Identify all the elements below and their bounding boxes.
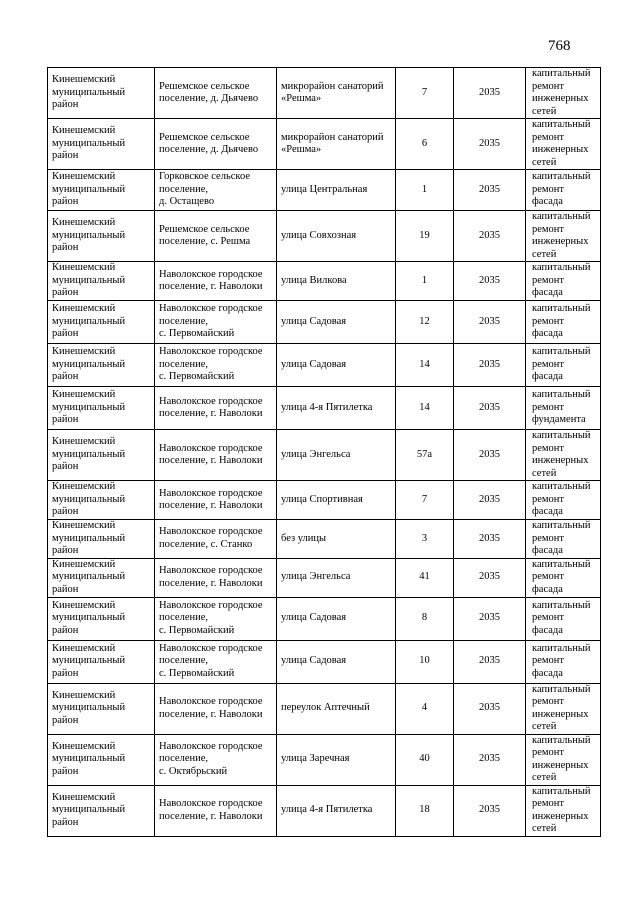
street-cell-text: улица Совхозная bbox=[281, 229, 357, 241]
street-cell-text: улица Вилкова bbox=[281, 274, 347, 286]
district-cell bbox=[48, 170, 155, 211]
street-cell-text: без улицы bbox=[281, 532, 327, 544]
house-number-cell-text: 57а bbox=[416, 448, 433, 460]
district-cell-text: Кинешемский муниципальный район bbox=[52, 689, 126, 726]
table-row bbox=[48, 119, 601, 170]
year-cell-text: 2035 bbox=[479, 532, 500, 544]
district-cell-text: Кинешемский муниципальный район bbox=[52, 436, 126, 473]
district-cell-text: Кинешемский муниципальный район bbox=[52, 791, 126, 828]
work-type-cell-text: капитальный ремонт инженерных сетей bbox=[532, 211, 591, 260]
street-cell-text: улица Садовая bbox=[281, 655, 347, 667]
district-cell-text: Кинешемский муниципальный район bbox=[52, 217, 126, 254]
street-cell-text: микрорайон санаторий «Решма» bbox=[281, 131, 384, 155]
house-number-cell bbox=[396, 520, 454, 559]
house-number-cell-text: 3 bbox=[421, 532, 428, 544]
district-cell-text: Кинешемский муниципальный район bbox=[52, 171, 126, 208]
work-type-cell bbox=[526, 344, 601, 387]
page-number: 768 bbox=[548, 38, 571, 54]
settlement-cell-text: Наволокское городское поселение, с. Станко bbox=[159, 526, 263, 550]
house-number-cell-text: 19 bbox=[419, 229, 430, 241]
table-row bbox=[48, 68, 601, 119]
house-number-cell bbox=[396, 387, 454, 430]
work-type-cell bbox=[526, 301, 601, 344]
year-cell bbox=[454, 387, 526, 430]
work-type-cell bbox=[526, 734, 601, 785]
settlement-cell-text: Решемское сельское поселение, с. Решма bbox=[159, 223, 251, 247]
work-type-cell bbox=[526, 387, 601, 430]
settlement-cell bbox=[155, 640, 277, 683]
house-number-cell-text: 40 bbox=[419, 753, 430, 765]
work-type-cell-text: капитальный ремонт фасада bbox=[532, 520, 591, 556]
work-type-cell-text: капитальный ремонт фасада bbox=[532, 599, 591, 636]
year-cell-text: 2035 bbox=[479, 183, 500, 195]
house-number-cell bbox=[396, 597, 454, 640]
work-type-cell-text: капитальный ремонт инженерных сетей bbox=[532, 785, 591, 834]
settlement-cell-text: Наволокское городское поселение, г. Наволоки bbox=[159, 268, 263, 292]
district-cell bbox=[48, 640, 155, 683]
table-row bbox=[48, 558, 601, 597]
house-number-cell bbox=[396, 262, 454, 301]
district-cell bbox=[48, 68, 155, 119]
work-type-cell-text: капитальный ремонт фундамента bbox=[532, 389, 591, 426]
house-number-cell-text: 7 bbox=[421, 86, 428, 98]
year-cell-text: 2035 bbox=[479, 137, 500, 149]
settlement-cell bbox=[155, 481, 277, 520]
table-row bbox=[48, 785, 601, 836]
settlement-cell-text: Решемское сельское поселение, д. Дьячево bbox=[159, 80, 259, 104]
settlement-cell bbox=[155, 785, 277, 836]
settlement-cell bbox=[155, 68, 277, 119]
house-number-cell-text: 18 bbox=[419, 804, 430, 816]
table-row bbox=[48, 170, 601, 211]
year-cell bbox=[454, 683, 526, 734]
house-number-cell-text: 41 bbox=[419, 571, 430, 583]
settlement-cell-text: Наволокское городское поселение, г. Наволоки bbox=[159, 565, 263, 589]
work-type-cell bbox=[526, 481, 601, 520]
work-type-cell-text: капитальный ремонт фасада bbox=[532, 481, 591, 518]
street-cell bbox=[277, 558, 396, 597]
work-type-cell bbox=[526, 558, 601, 597]
year-cell-text: 2035 bbox=[479, 571, 500, 583]
work-type-cell-text: капитальный ремонт фасада bbox=[532, 642, 591, 679]
house-number-cell bbox=[396, 481, 454, 520]
street-cell bbox=[277, 301, 396, 344]
work-type-cell-text: капитальный ремонт инженерных сетей bbox=[532, 119, 591, 168]
table-row bbox=[48, 211, 601, 262]
street-cell-text: улица 4-я Пятилетка bbox=[281, 401, 373, 413]
district-cell bbox=[48, 734, 155, 785]
settlement-cell-text: Горковское сельское поселение, д. Остащево bbox=[159, 171, 250, 208]
settlement-cell-text: Наволокское городское поселение, г. Наволоки bbox=[159, 798, 263, 822]
district-cell-text: Кинешемский муниципальный район bbox=[52, 74, 126, 111]
district-cell-text: Кинешемский муниципальный район bbox=[52, 740, 126, 777]
year-cell bbox=[454, 520, 526, 559]
district-cell bbox=[48, 597, 155, 640]
year-cell bbox=[454, 211, 526, 262]
year-cell bbox=[454, 734, 526, 785]
year-cell-text: 2035 bbox=[479, 358, 500, 370]
settlement-cell bbox=[155, 520, 277, 559]
street-cell bbox=[277, 387, 396, 430]
house-number-cell-text: 14 bbox=[419, 358, 430, 370]
work-type-cell bbox=[526, 119, 601, 170]
street-cell bbox=[277, 597, 396, 640]
settlement-cell bbox=[155, 301, 277, 344]
year-cell bbox=[454, 301, 526, 344]
work-type-cell-text: капитальный ремонт фасада bbox=[532, 171, 591, 208]
year-cell bbox=[454, 68, 526, 119]
table-row bbox=[48, 597, 601, 640]
table-row bbox=[48, 734, 601, 785]
settlement-cell-text: Наволокское городское поселение, с. Первомайский bbox=[159, 599, 263, 636]
settlement-cell-text: Наволокское городское поселение, г. Наволоки bbox=[159, 395, 263, 419]
settlement-cell bbox=[155, 387, 277, 430]
table-row bbox=[48, 430, 601, 481]
district-cell bbox=[48, 558, 155, 597]
district-cell bbox=[48, 387, 155, 430]
table-row bbox=[48, 301, 601, 344]
house-number-cell bbox=[396, 558, 454, 597]
year-cell bbox=[454, 170, 526, 211]
work-type-cell bbox=[526, 170, 601, 211]
street-cell bbox=[277, 119, 396, 170]
district-cell-text: Кинешемский муниципальный район bbox=[52, 262, 126, 299]
district-cell-text: Кинешемский муниципальный район bbox=[52, 481, 126, 518]
street-cell bbox=[277, 68, 396, 119]
year-cell-text: 2035 bbox=[479, 448, 500, 460]
district-cell bbox=[48, 520, 155, 559]
work-type-cell bbox=[526, 785, 601, 836]
district-cell bbox=[48, 119, 155, 170]
house-number-cell bbox=[396, 344, 454, 387]
year-cell-text: 2035 bbox=[479, 229, 500, 241]
street-cell bbox=[277, 211, 396, 262]
settlement-cell bbox=[155, 119, 277, 170]
year-cell-text: 2035 bbox=[479, 315, 500, 327]
street-cell bbox=[277, 170, 396, 211]
street-cell-text: улица Садовая bbox=[281, 315, 347, 327]
settlement-cell-text: Наволокское городское поселение, с. Первомайский bbox=[159, 303, 263, 340]
district-cell-text: Кинешемский муниципальный район bbox=[52, 389, 126, 426]
work-type-cell-text: капитальный ремонт фасада bbox=[532, 303, 591, 340]
house-number-cell-text: 6 bbox=[421, 137, 428, 149]
street-cell bbox=[277, 683, 396, 734]
street-cell-text: улица Садовая bbox=[281, 612, 347, 624]
district-cell bbox=[48, 481, 155, 520]
year-cell-text: 2035 bbox=[479, 804, 500, 816]
house-number-cell-text: 14 bbox=[419, 401, 430, 413]
table-row bbox=[48, 387, 601, 430]
year-cell bbox=[454, 262, 526, 301]
settlement-cell bbox=[155, 597, 277, 640]
street-cell-text: микрорайон санаторий «Решма» bbox=[281, 80, 384, 104]
table-row bbox=[48, 640, 601, 683]
settlement-cell bbox=[155, 344, 277, 387]
work-type-cell bbox=[526, 430, 601, 481]
street-cell bbox=[277, 344, 396, 387]
year-cell-text: 2035 bbox=[479, 753, 500, 765]
table-row bbox=[48, 262, 601, 301]
street-cell-text: улица Энгельса bbox=[281, 571, 351, 583]
year-cell bbox=[454, 558, 526, 597]
street-cell bbox=[277, 481, 396, 520]
street-cell-text: улица Энгельса bbox=[281, 448, 351, 460]
street-cell bbox=[277, 520, 396, 559]
street-cell-text: улица Заречная bbox=[281, 753, 350, 765]
settlement-cell-text: Наволокское городское поселение, с. Октябрьский bbox=[159, 740, 263, 777]
settlement-cell bbox=[155, 262, 277, 301]
district-cell bbox=[48, 211, 155, 262]
district-cell bbox=[48, 430, 155, 481]
district-cell bbox=[48, 785, 155, 836]
year-cell-text: 2035 bbox=[479, 493, 500, 505]
street-cell bbox=[277, 262, 396, 301]
settlement-cell-text: Наволокское городское поселение, г. Наволоки bbox=[159, 487, 263, 511]
street-cell-text: улица 4-я Пятилетка bbox=[281, 804, 373, 816]
repair-schedule-table bbox=[47, 67, 601, 837]
house-number-cell-text: 8 bbox=[421, 612, 428, 624]
year-cell bbox=[454, 785, 526, 836]
year-cell bbox=[454, 430, 526, 481]
table-row bbox=[48, 683, 601, 734]
street-cell bbox=[277, 430, 396, 481]
year-cell bbox=[454, 119, 526, 170]
street-cell bbox=[277, 785, 396, 836]
work-type-cell bbox=[526, 262, 601, 301]
year-cell-text: 2035 bbox=[479, 274, 500, 286]
street-cell-text: улица Спортивная bbox=[281, 493, 363, 505]
district-cell bbox=[48, 301, 155, 344]
year-cell bbox=[454, 344, 526, 387]
settlement-cell bbox=[155, 558, 277, 597]
district-cell bbox=[48, 344, 155, 387]
district-cell bbox=[48, 262, 155, 301]
settlement-cell bbox=[155, 430, 277, 481]
work-type-cell bbox=[526, 597, 601, 640]
street-cell bbox=[277, 734, 396, 785]
work-type-cell bbox=[526, 683, 601, 734]
house-number-cell bbox=[396, 301, 454, 344]
house-number-cell-text: 12 bbox=[419, 315, 430, 327]
settlement-cell bbox=[155, 170, 277, 211]
house-number-cell bbox=[396, 211, 454, 262]
work-type-cell bbox=[526, 211, 601, 262]
settlement-cell-text: Решемское сельское поселение, д. Дьячево bbox=[159, 131, 259, 155]
work-type-cell-text: капитальный ремонт инженерных сетей bbox=[532, 68, 591, 117]
house-number-cell-text: 7 bbox=[421, 493, 428, 505]
house-number-cell-text: 1 bbox=[421, 274, 428, 286]
settlement-cell-text: Наволокское городское поселение, г. Наволоки bbox=[159, 696, 263, 720]
work-type-cell-text: капитальный ремонт фасада bbox=[532, 262, 591, 299]
house-number-cell bbox=[396, 430, 454, 481]
work-type-cell-text: капитальный ремонт инженерных сетей bbox=[532, 683, 591, 732]
table-row bbox=[48, 344, 601, 387]
house-number-cell-text: 1 bbox=[421, 183, 428, 195]
settlement-cell-text: Наволокское городское поселение, г. Наволоки bbox=[159, 442, 263, 466]
house-number-cell bbox=[396, 683, 454, 734]
house-number-cell bbox=[396, 170, 454, 211]
house-number-cell bbox=[396, 734, 454, 785]
work-type-cell-text: капитальный ремонт инженерных сетей bbox=[532, 734, 591, 783]
year-cell-text: 2035 bbox=[479, 655, 500, 667]
settlement-cell-text: Наволокское городское поселение, с. Первомайский bbox=[159, 346, 263, 383]
settlement-cell bbox=[155, 211, 277, 262]
settlement-cell-text: Наволокское городское поселение, с. Первомайский bbox=[159, 642, 263, 679]
year-cell bbox=[454, 481, 526, 520]
house-number-cell bbox=[396, 68, 454, 119]
year-cell-text: 2035 bbox=[479, 86, 500, 98]
work-type-cell bbox=[526, 640, 601, 683]
work-type-cell-text: капитальный ремонт инженерных сетей bbox=[532, 430, 591, 479]
work-type-cell-text: капитальный ремонт фасада bbox=[532, 346, 591, 383]
district-cell-text: Кинешемский муниципальный район bbox=[52, 642, 126, 679]
district-cell bbox=[48, 683, 155, 734]
street-cell-text: улица Садовая bbox=[281, 358, 347, 370]
district-cell-text: Кинешемский муниципальный район bbox=[52, 303, 126, 340]
work-type-cell bbox=[526, 68, 601, 119]
settlement-cell bbox=[155, 734, 277, 785]
district-cell-text: Кинешемский муниципальный район bbox=[52, 599, 126, 636]
year-cell-text: 2035 bbox=[479, 612, 500, 624]
district-cell-text: Кинешемский муниципальный район bbox=[52, 558, 126, 595]
house-number-cell bbox=[396, 119, 454, 170]
district-cell-text: Кинешемский муниципальный район bbox=[52, 346, 126, 383]
district-cell-text: Кинешемский муниципальный район bbox=[52, 125, 126, 162]
house-number-cell-text: 10 bbox=[419, 655, 430, 667]
street-cell-text: улица Центральная bbox=[281, 183, 368, 195]
house-number-cell bbox=[396, 640, 454, 683]
year-cell-text: 2035 bbox=[479, 401, 500, 413]
table-row bbox=[48, 481, 601, 520]
work-type-cell bbox=[526, 520, 601, 559]
settlement-cell bbox=[155, 683, 277, 734]
year-cell bbox=[454, 640, 526, 683]
house-number-cell-text: 4 bbox=[421, 702, 428, 714]
street-cell bbox=[277, 640, 396, 683]
street-cell-text: переулок Аптечный bbox=[281, 702, 370, 714]
table-row bbox=[48, 520, 601, 559]
work-type-cell-text: капитальный ремонт фасада bbox=[532, 558, 591, 595]
district-cell-text: Кинешемский муниципальный район bbox=[52, 520, 126, 556]
year-cell-text: 2035 bbox=[479, 702, 500, 714]
house-number-cell bbox=[396, 785, 454, 836]
year-cell bbox=[454, 597, 526, 640]
